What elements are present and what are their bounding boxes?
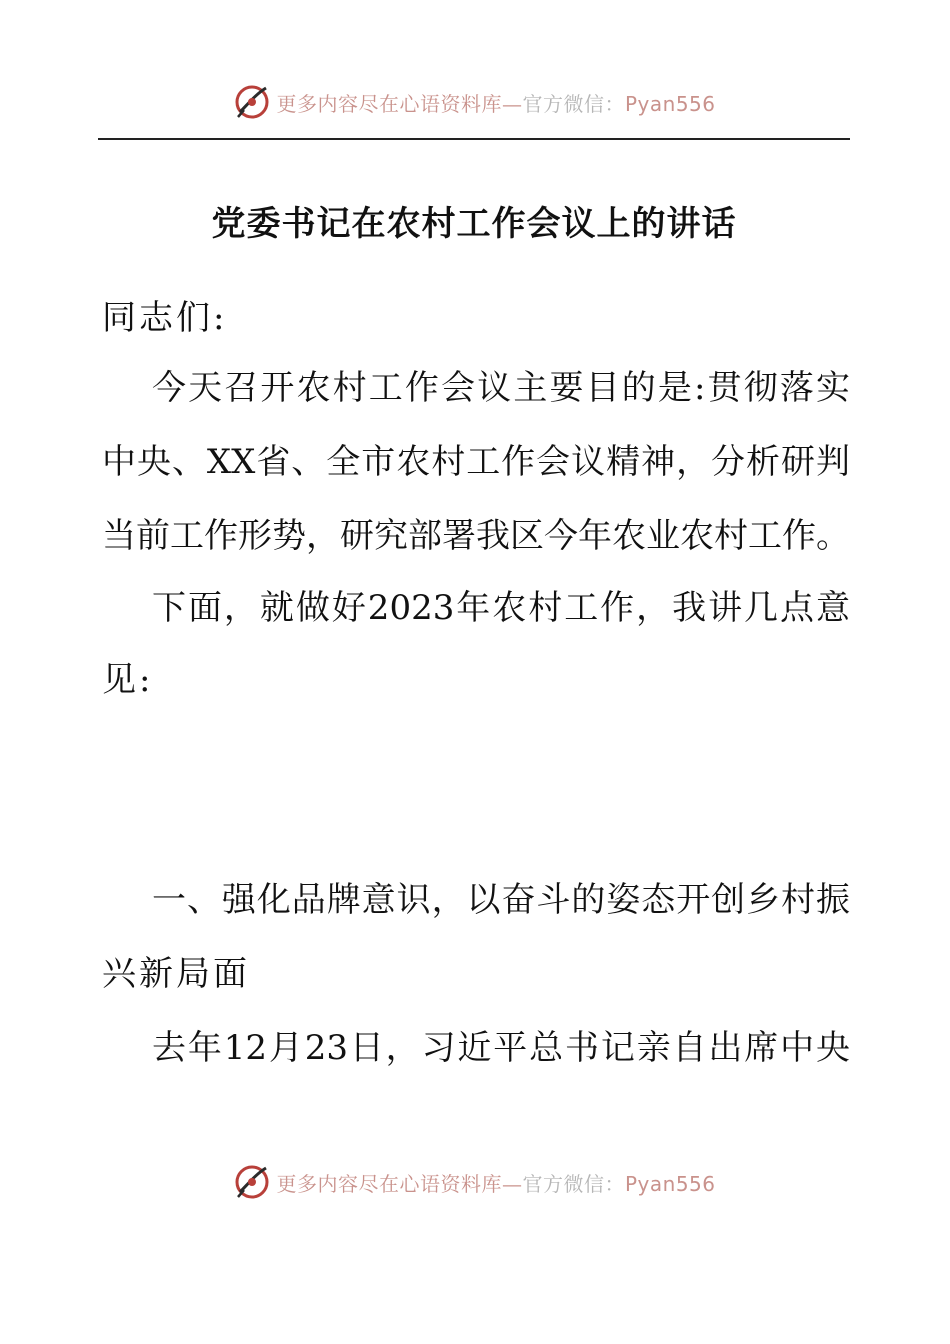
paragraph-line: 去年12月23日，习近平总书记亲自出席中央 [152,1028,850,1068]
watermark-wechat-label: 官方微信： [522,91,625,116]
paragraph-line: 当前工作形势，研究部署我区今年农业农村工作。 [102,516,850,556]
section-heading-line: 一、强化品牌意识，以奋斗的姿态开创乡村振 [152,880,850,920]
watermark-dash: — [501,91,523,116]
watermark-wechat-id: Pyan556 [624,1171,716,1196]
paragraph-line: 今天召开农村工作会议主要目的是:贯彻落实 [152,368,850,408]
watermark-dash: — [501,1171,523,1196]
watermark-wechat-id: Pyan556 [624,91,716,116]
paragraph-line: 下面，就做好2023年农村工作，我讲几点意 [152,588,850,628]
section-heading-line: 兴新局面 [102,954,250,994]
pen-swirl-logo-icon [234,84,270,120]
watermark-site: 更多内容尽在心语资料库 [276,91,502,116]
pen-swirl-logo-icon [234,1164,270,1200]
paragraph-line: 中央、XX省、全市农村工作会议精神，分析研判 [102,442,850,482]
watermark-wechat-label: 官方微信： [522,1171,625,1196]
watermark-text [276,88,715,117]
watermark-site: 更多内容尽在心语资料库 [276,1171,502,1196]
footer-watermark [0,1160,950,1204]
document-title: 党委书记在农村工作会议上的讲话 [211,204,737,244]
paragraph-line: 见: [102,660,154,700]
header-watermark [0,80,950,124]
header-rule [98,138,850,140]
salutation-line: 同志们: [102,298,228,338]
watermark-text [276,1168,715,1197]
